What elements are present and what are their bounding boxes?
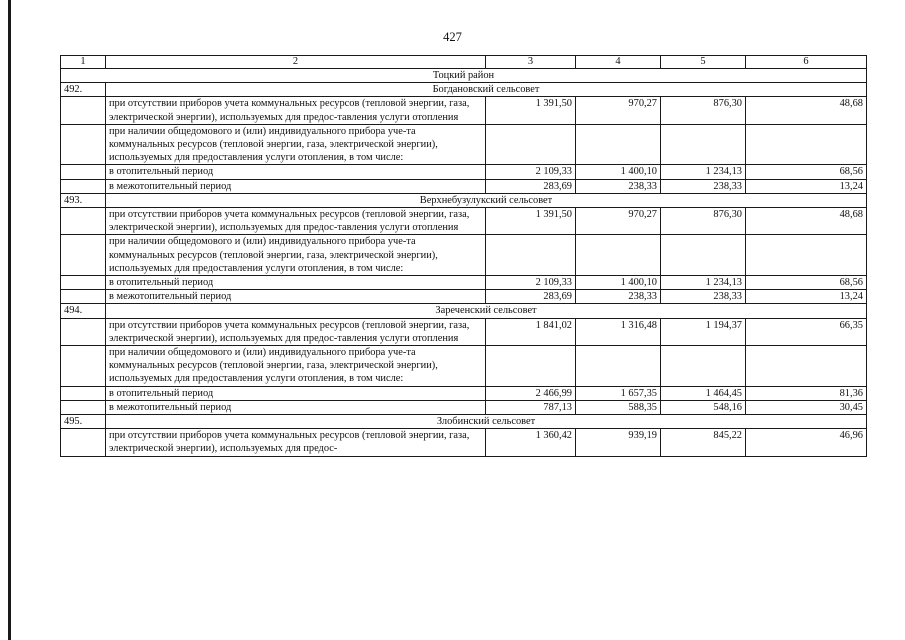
tariff-value-c5: 238,33 — [661, 179, 746, 193]
row-index-blank — [61, 318, 106, 345]
row-index-blank — [61, 235, 106, 276]
settlement-header-row — [61, 83, 867, 97]
tariff-value-c4: 1 400,10 — [576, 276, 661, 290]
tariff-value-c3 — [486, 124, 576, 165]
table-row — [61, 290, 867, 304]
tariff-value-c4: 970,27 — [576, 97, 661, 124]
column-number: 4 — [576, 56, 661, 69]
tariff-value-c5: 1 234,13 — [661, 165, 746, 179]
row-description: в межотопительный период — [106, 400, 486, 414]
column-number: 6 — [746, 56, 867, 69]
row-description: при отсутствии приборов учета коммунальных ресурсов (тепловой энергии, газа, электрической энергии), используемых для предос- — [106, 429, 486, 456]
row-description: в межотопительный период — [106, 179, 486, 193]
tariff-value-c3 — [486, 346, 576, 387]
tariff-value-c5: 238,33 — [661, 290, 746, 304]
settlement-header-row — [61, 193, 867, 207]
row-index: 495. — [61, 415, 106, 429]
row-index-blank — [61, 290, 106, 304]
tariff-value-c4 — [576, 346, 661, 387]
row-index: 494. — [61, 304, 106, 318]
row-index: 493. — [61, 193, 106, 207]
tariff-value-c6: 46,96 — [746, 429, 867, 456]
row-index-blank — [61, 400, 106, 414]
row-index-blank — [61, 386, 106, 400]
row-description: в отопительный период — [106, 276, 486, 290]
tariff-value-c3: 283,69 — [486, 179, 576, 193]
tariff-value-c5: 1 234,13 — [661, 276, 746, 290]
tariff-value-c5 — [661, 235, 746, 276]
tariff-value-c5 — [661, 124, 746, 165]
tariff-value-c3: 1 841,02 — [486, 318, 576, 345]
table-row — [61, 318, 867, 345]
tariff-value-c5: 845,22 — [661, 429, 746, 456]
tariff-value-c4: 1 316,48 — [576, 318, 661, 345]
table-row — [61, 346, 867, 387]
tariff-value-c6 — [746, 124, 867, 165]
tariff-value-c6: 13,24 — [746, 290, 867, 304]
tariff-value-c5: 1 464,45 — [661, 386, 746, 400]
column-number: 3 — [486, 56, 576, 69]
settlement-name: Зареченский сельсовет — [106, 304, 867, 318]
tariff-value-c3: 1 391,50 — [486, 208, 576, 235]
tariff-value-c6: 30,45 — [746, 400, 867, 414]
row-index-blank — [61, 97, 106, 124]
row-description: при отсутствии приборов учета коммунальных ресурсов (тепловой энергии, газа, электрической энергии), используемых для предос-тавления услуги отопления — [106, 208, 486, 235]
scan-edge-line — [8, 0, 11, 640]
column-number-row — [61, 56, 867, 69]
row-index-blank — [61, 165, 106, 179]
row-index-blank — [61, 346, 106, 387]
tariff-value-c5: 548,16 — [661, 400, 746, 414]
column-number: 5 — [661, 56, 746, 69]
tariff-value-c6: 48,68 — [746, 208, 867, 235]
table-row — [61, 429, 867, 456]
tariff-value-c4 — [576, 124, 661, 165]
row-index-blank — [61, 208, 106, 235]
row-index: 492. — [61, 83, 106, 97]
settlement-name: Богдановский сельсовет — [106, 83, 867, 97]
tariff-value-c3 — [486, 235, 576, 276]
row-index-blank — [61, 179, 106, 193]
row-description: при наличии общедомового и (или) индивидуального прибора уче-та коммунальных ресурсов (тепловой энергии, газа, электрической энергии), используемых для предоставления услуги отопления, в том числе: — [106, 124, 486, 165]
tariff-value-c3: 787,13 — [486, 400, 576, 414]
tariff-value-c6 — [746, 235, 867, 276]
tariff-value-c5: 876,30 — [661, 97, 746, 124]
row-index-blank — [61, 124, 106, 165]
tariff-table-body — [61, 56, 867, 457]
tariff-value-c3: 1 391,50 — [486, 97, 576, 124]
tariff-value-c6: 66,35 — [746, 318, 867, 345]
tariff-value-c6: 81,36 — [746, 386, 867, 400]
column-number: 1 — [61, 56, 106, 69]
tariff-value-c6: 68,56 — [746, 276, 867, 290]
row-index-blank — [61, 276, 106, 290]
tariff-value-c5: 876,30 — [661, 208, 746, 235]
table-row — [61, 235, 867, 276]
tariff-value-c6: 13,24 — [746, 179, 867, 193]
tariff-value-c4: 1 657,35 — [576, 386, 661, 400]
row-description: при отсутствии приборов учета коммунальных ресурсов (тепловой энергии, газа, электрической энергии), используемых для предос-тавления услуги отопления — [106, 97, 486, 124]
settlement-header-row — [61, 304, 867, 318]
tariff-value-c4: 970,27 — [576, 208, 661, 235]
row-description: при наличии общедомового и (или) индивидуального прибора уче-та коммунальных ресурсов (тепловой энергии, газа, электрической энергии), используемых для предоставления услуги отопления, в том числе: — [106, 346, 486, 387]
district-name: Тоцкий район — [61, 69, 867, 83]
table-row — [61, 97, 867, 124]
settlement-name: Злобинский сельсовет — [106, 415, 867, 429]
tariff-value-c5: 1 194,37 — [661, 318, 746, 345]
tariff-value-c3: 2 466,99 — [486, 386, 576, 400]
row-index-blank — [61, 429, 106, 456]
column-number: 2 — [106, 56, 486, 69]
tariff-value-c3: 1 360,42 — [486, 429, 576, 456]
table-row — [61, 386, 867, 400]
tariff-value-c4: 588,35 — [576, 400, 661, 414]
district-row — [61, 69, 867, 83]
row-description: в отопительный период — [106, 386, 486, 400]
table-row — [61, 208, 867, 235]
tariff-value-c4 — [576, 235, 661, 276]
tariff-value-c3: 2 109,33 — [486, 276, 576, 290]
tariff-value-c6: 48,68 — [746, 97, 867, 124]
tariff-value-c3: 2 109,33 — [486, 165, 576, 179]
page-number: 427 — [443, 30, 462, 44]
row-description: при отсутствии приборов учета коммунальных ресурсов (тепловой энергии, газа, электрической энергии), используемых для предос-тавления услуги отопления — [106, 318, 486, 345]
tariff-value-c6 — [746, 346, 867, 387]
tariff-table — [60, 55, 867, 457]
tariff-value-c5 — [661, 346, 746, 387]
row-description: в отопительный период — [106, 165, 486, 179]
table-row — [61, 165, 867, 179]
table-row — [61, 276, 867, 290]
row-description: при наличии общедомового и (или) индивидуального прибора уче-та коммунальных ресурсов (тепловой энергии, газа, электрической энергии), используемых для предоставления услуги отопления, в том числе: — [106, 235, 486, 276]
table-row — [61, 179, 867, 193]
settlement-header-row — [61, 415, 867, 429]
settlement-name: Верхнебузулукский сельсовет — [106, 193, 867, 207]
table-row — [61, 124, 867, 165]
table-row — [61, 400, 867, 414]
tariff-value-c6: 68,56 — [746, 165, 867, 179]
tariff-value-c4: 939,19 — [576, 429, 661, 456]
tariff-value-c4: 238,33 — [576, 290, 661, 304]
row-description: в межотопительный период — [106, 290, 486, 304]
tariff-value-c4: 1 400,10 — [576, 165, 661, 179]
tariff-value-c4: 238,33 — [576, 179, 661, 193]
tariff-value-c3: 283,69 — [486, 290, 576, 304]
